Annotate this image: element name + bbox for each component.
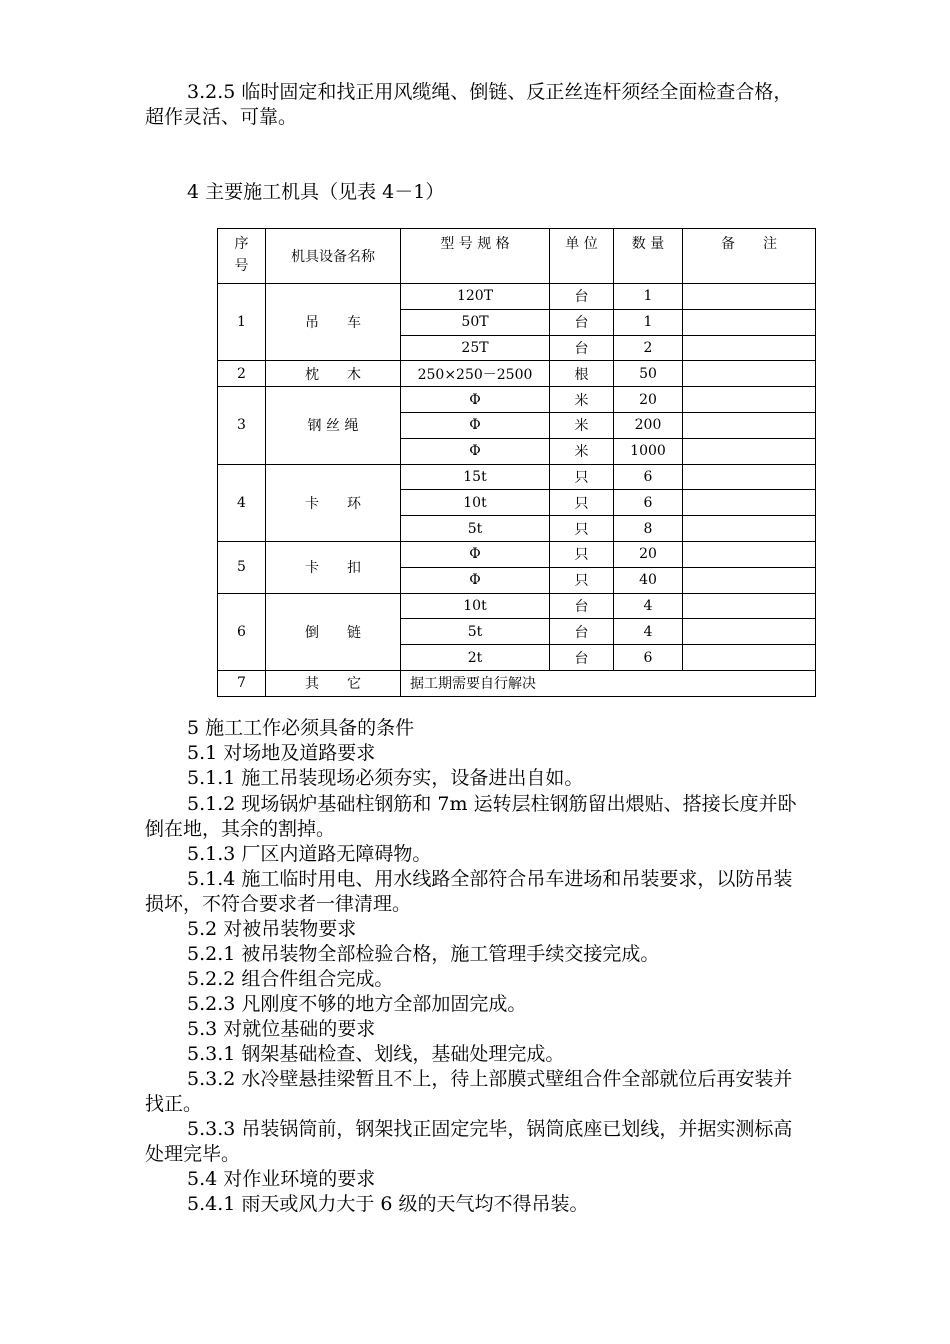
cell-name: 其 它 bbox=[266, 670, 401, 696]
cell-qty: 6 bbox=[614, 464, 683, 490]
header-name: 机具设备名称 bbox=[266, 229, 401, 284]
cell-remark bbox=[683, 541, 816, 567]
cell-spec: Φ bbox=[401, 567, 550, 593]
cell-qty: 20 bbox=[614, 541, 683, 567]
table-row bbox=[218, 541, 816, 567]
cell-unit: 台 bbox=[550, 619, 614, 645]
cell-remark bbox=[683, 412, 816, 438]
cell-name: 吊 车 bbox=[266, 284, 401, 361]
table-row bbox=[218, 387, 816, 413]
cell-remark bbox=[683, 619, 816, 645]
paragraph-5-1-4: 5.1.4 施工临时用电、用水线路全部符合吊车进场和吊装要求，以防吊装损坏，不符合要求者一律清理。 bbox=[145, 868, 793, 915]
paragraph-5-2-3: 5.2.3 凡刚度不够的地方全部加固完成。 bbox=[187, 993, 527, 1015]
cell-remark bbox=[683, 438, 816, 464]
cell-spec: Φ bbox=[401, 438, 550, 464]
cell-remark bbox=[683, 593, 816, 619]
cell-spec: 10t bbox=[401, 490, 550, 516]
cell-remark bbox=[683, 361, 816, 387]
cell-unit: 米 bbox=[550, 438, 614, 464]
header-remark: 备 注 bbox=[683, 229, 816, 284]
cell-seq: 5 bbox=[218, 541, 266, 593]
paragraph-5-3-3: 5.3.3 吊装锅筒前，钢架找正固定完毕，锅筒底座已划线，并据实测标高处理完毕。 bbox=[145, 1118, 793, 1165]
cell-spec: 250×250－2500 bbox=[401, 361, 550, 387]
paragraph-5-1-3: 5.1.3 厂区内道路无障碍物。 bbox=[187, 843, 432, 865]
cell-unit: 只 bbox=[550, 464, 614, 490]
cell-qty: 4 bbox=[614, 593, 683, 619]
cell-qty: 6 bbox=[614, 645, 683, 671]
cell-qty: 2 bbox=[614, 335, 683, 361]
cell-name: 枕 木 bbox=[266, 361, 401, 387]
table-row bbox=[218, 361, 816, 387]
cell-spec: 25T bbox=[401, 335, 550, 361]
cell-name: 卡 环 bbox=[266, 464, 401, 541]
paragraph-5-3-1: 5.3.1 钢架基础检查、划线，基础处理完成。 bbox=[187, 1043, 565, 1065]
cell-seq: 6 bbox=[218, 593, 266, 670]
table-row bbox=[218, 284, 816, 310]
cell-qty: 50 bbox=[614, 361, 683, 387]
cell-seq: 3 bbox=[218, 387, 266, 464]
cell-qty: 6 bbox=[614, 490, 683, 516]
cell-unit: 只 bbox=[550, 490, 614, 516]
section-5-3: 5.3 对就位基础的要求 bbox=[187, 1018, 376, 1040]
section-5-4: 5.4 对作业环境的要求 bbox=[187, 1168, 376, 1190]
cell-qty: 8 bbox=[614, 516, 683, 542]
paragraph-5-1-2: 5.1.2 现场锅炉基础柱钢筋和 7m 运转层柱钢筋留出煨贴、搭接长度并卧倒在地，其余的割掉。 bbox=[145, 793, 797, 840]
table-header-row bbox=[218, 229, 816, 284]
cell-qty: 1 bbox=[614, 284, 683, 310]
cell-qty: 40 bbox=[614, 567, 683, 593]
paragraph-5-2-2: 5.2.2 组合件组合完成。 bbox=[187, 968, 394, 990]
cell-seq: 1 bbox=[218, 284, 266, 361]
cell-qty: 200 bbox=[614, 412, 683, 438]
cell-spec: Φ bbox=[401, 412, 550, 438]
cell-name: 钢 丝 绳 bbox=[266, 387, 401, 464]
section-4-title: 4 主要施工机具（见表 4－1） bbox=[187, 181, 445, 203]
cell-seq: 2 bbox=[218, 361, 266, 387]
tools-table bbox=[217, 228, 816, 697]
cell-unit: 台 bbox=[550, 309, 614, 335]
cell-spec: 120T bbox=[401, 284, 550, 310]
cell-qty: 4 bbox=[614, 619, 683, 645]
cell-spec: 5t bbox=[401, 516, 550, 542]
cell-spec: 2t bbox=[401, 645, 550, 671]
table-row bbox=[218, 593, 816, 619]
cell-remark bbox=[683, 284, 816, 310]
cell-unit: 米 bbox=[550, 387, 614, 413]
cell-unit: 米 bbox=[550, 412, 614, 438]
cell-spec: 50T bbox=[401, 309, 550, 335]
section-5-title: 5 施工工作必须具备的条件 bbox=[187, 717, 415, 739]
cell-qty: 1 bbox=[614, 309, 683, 335]
header-unit: 单 位 bbox=[550, 229, 614, 284]
cell-unit: 台 bbox=[550, 645, 614, 671]
cell-spec: Φ bbox=[401, 541, 550, 567]
cell-remark bbox=[683, 490, 816, 516]
cell-seq: 7 bbox=[218, 670, 266, 696]
cell-unit: 只 bbox=[550, 516, 614, 542]
cell-unit: 台 bbox=[550, 335, 614, 361]
header-qty: 数 量 bbox=[614, 229, 683, 284]
cell-remark bbox=[683, 567, 816, 593]
cell-qty: 20 bbox=[614, 387, 683, 413]
cell-unit: 只 bbox=[550, 567, 614, 593]
cell-remark bbox=[683, 516, 816, 542]
table-row bbox=[218, 670, 816, 696]
cell-unit: 台 bbox=[550, 593, 614, 619]
cell-unit: 根 bbox=[550, 361, 614, 387]
cell-spec: 5t bbox=[401, 619, 550, 645]
header-seq: 序 号 bbox=[218, 229, 266, 284]
paragraph-3-2-5: 3.2.5 临时固定和找正用风缆绳、倒链、反正丝连杆须经全面检查合格，超作灵活、可靠。 bbox=[145, 81, 793, 128]
header-spec: 型 号 规 格 bbox=[401, 229, 550, 284]
cell-name: 倒 链 bbox=[266, 593, 401, 670]
cell-remark bbox=[683, 387, 816, 413]
table-row bbox=[218, 464, 816, 490]
cell-seq: 4 bbox=[218, 464, 266, 541]
paragraph-5-1-1: 5.1.1 施工吊装现场必须夯实，设备进出自如。 bbox=[187, 767, 584, 789]
cell-spec: 10t bbox=[401, 593, 550, 619]
cell-unit: 台 bbox=[550, 284, 614, 310]
cell-qty: 1000 bbox=[614, 438, 683, 464]
paragraph-5-4-1: 5.4.1 雨天或风力大于 6 级的天气均不得吊装。 bbox=[187, 1193, 589, 1215]
section-5-1: 5.1 对场地及道路要求 bbox=[187, 742, 376, 764]
cell-note: 据工期需要自行解决 bbox=[401, 670, 816, 696]
cell-remark bbox=[683, 464, 816, 490]
cell-remark bbox=[683, 309, 816, 335]
cell-name: 卡 扣 bbox=[266, 541, 401, 593]
paragraph-5-2-1: 5.2.1 被吊装物全部检验合格，施工管理手续交接完成。 bbox=[187, 943, 660, 965]
cell-remark bbox=[683, 335, 816, 361]
cell-unit: 只 bbox=[550, 541, 614, 567]
cell-spec: 15t bbox=[401, 464, 550, 490]
cell-remark bbox=[683, 645, 816, 671]
paragraph-5-3-2: 5.3.2 水冷壁悬挂梁暂且不上，待上部膜式壁组合件全部就位后再安装并找正。 bbox=[145, 1068, 793, 1115]
section-5-2: 5.2 对被吊装物要求 bbox=[187, 918, 357, 940]
cell-spec: Φ bbox=[401, 387, 550, 413]
